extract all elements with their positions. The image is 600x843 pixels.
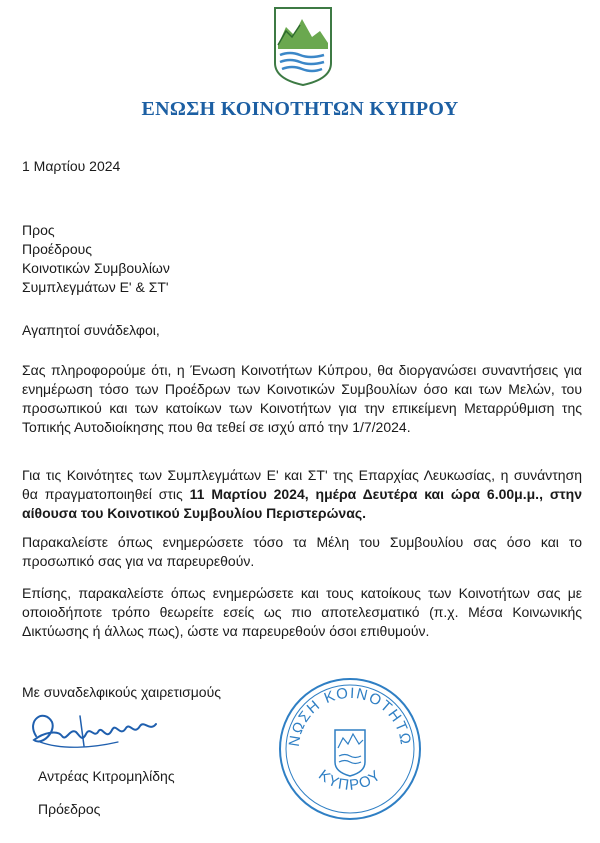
letter-date: 1 Μαρτίου 2024 <box>22 158 121 174</box>
signer-title: Πρόεδρος <box>38 801 101 817</box>
meeting-day: ημέρα Δευτέρα <box>315 486 418 502</box>
stamp-top-text: ΝΩΣΗ ΚΟΙΝΟΤΗΤΩ <box>285 684 415 748</box>
recipient-line: Προέδρους <box>22 241 93 257</box>
organization-logo <box>272 5 334 87</box>
recipient-line: Συμπλεγμάτων Ε' & ΣΤ' <box>22 279 169 295</box>
meeting-venue: στην αίθουσα του Κοινοτικού Συμβουλίου Περιστερώνας <box>22 486 583 521</box>
organization-name: ΕΝΩΣΗ ΚΟΙΝΟΤΗΤΩΝ ΚΥΠΡΟΥ <box>141 98 459 120</box>
paragraph-inform-members: Παρακαλείστε όπως ενημερώσετε τόσο τα Μέλη του Συμβουλίου σας όσο και το προσωπικό σας για να παρευρεθούν. <box>22 534 582 569</box>
meeting-separator: , <box>304 486 316 502</box>
recipient-line: Κοινοτικών Συμβουλίων <box>22 260 170 276</box>
paragraph-inform-residents: Επίσης, παρακαλείστε όπως ενημερώσετε και τους κατοίκους των Κοινοτήτων σας με οποιοδήποτε τρόπο θεωρείτε εσείς ως πιο αποτελεσματικό (π.χ. Μέσα Κοινωνικής Δικτύωσης ή άλλως πως), ώστε να παρευρεθούν όσοι επιθυμούν. <box>22 585 582 639</box>
recipient-line: Προς <box>22 222 55 238</box>
official-stamp <box>277 676 423 822</box>
meeting-time: και ώρα 6.00μ.μ. <box>424 486 540 502</box>
signer-name: Αντρέας Κιτρομηλίδης <box>38 768 175 784</box>
recipient-block <box>22 221 170 297</box>
meeting-date: 11 Μαρτίου 2024 <box>189 486 305 502</box>
meeting-end: . <box>362 505 366 521</box>
handwritten-signature <box>22 702 172 760</box>
paragraph-announcement: Σας πληροφορούμε ότι, η Ένωση Κοινοτήτων Κύπρου, θα διοργανώσει συναντήσεις για ενημέρωση τόσο των Προέδρων των Κοινοτικών Συμβουλίων όσο και των Μελών, του προσωπικού και των κατοίκων των Κοινοτήτων για την επικείμενη Μεταρρύθμιση της Τοπικής Αυτοδιοίκησης που θα τεθεί σε ισχύ από την 1/7/2024. <box>22 362 582 435</box>
stamp-bottom-text: ΚΥΠΡΟΥ <box>315 766 385 795</box>
meeting-separator: , <box>539 486 550 502</box>
salutation: Αγαπητοί συνάδελφοι, <box>22 322 160 338</box>
meeting-intro-text: Για τις Κοινότητες των Συμπλεγμάτων Ε' και ΣΤ' της Επαρχίας Λευκωσίας, η συνάντηση θα πραγματοποιηθεί στις <box>22 467 582 502</box>
stamp-emblem-icon <box>335 730 365 776</box>
closing-greeting: Με συναδελφικούς χαιρετισμούς <box>22 684 221 700</box>
paragraph-meeting-details <box>22 466 582 523</box>
